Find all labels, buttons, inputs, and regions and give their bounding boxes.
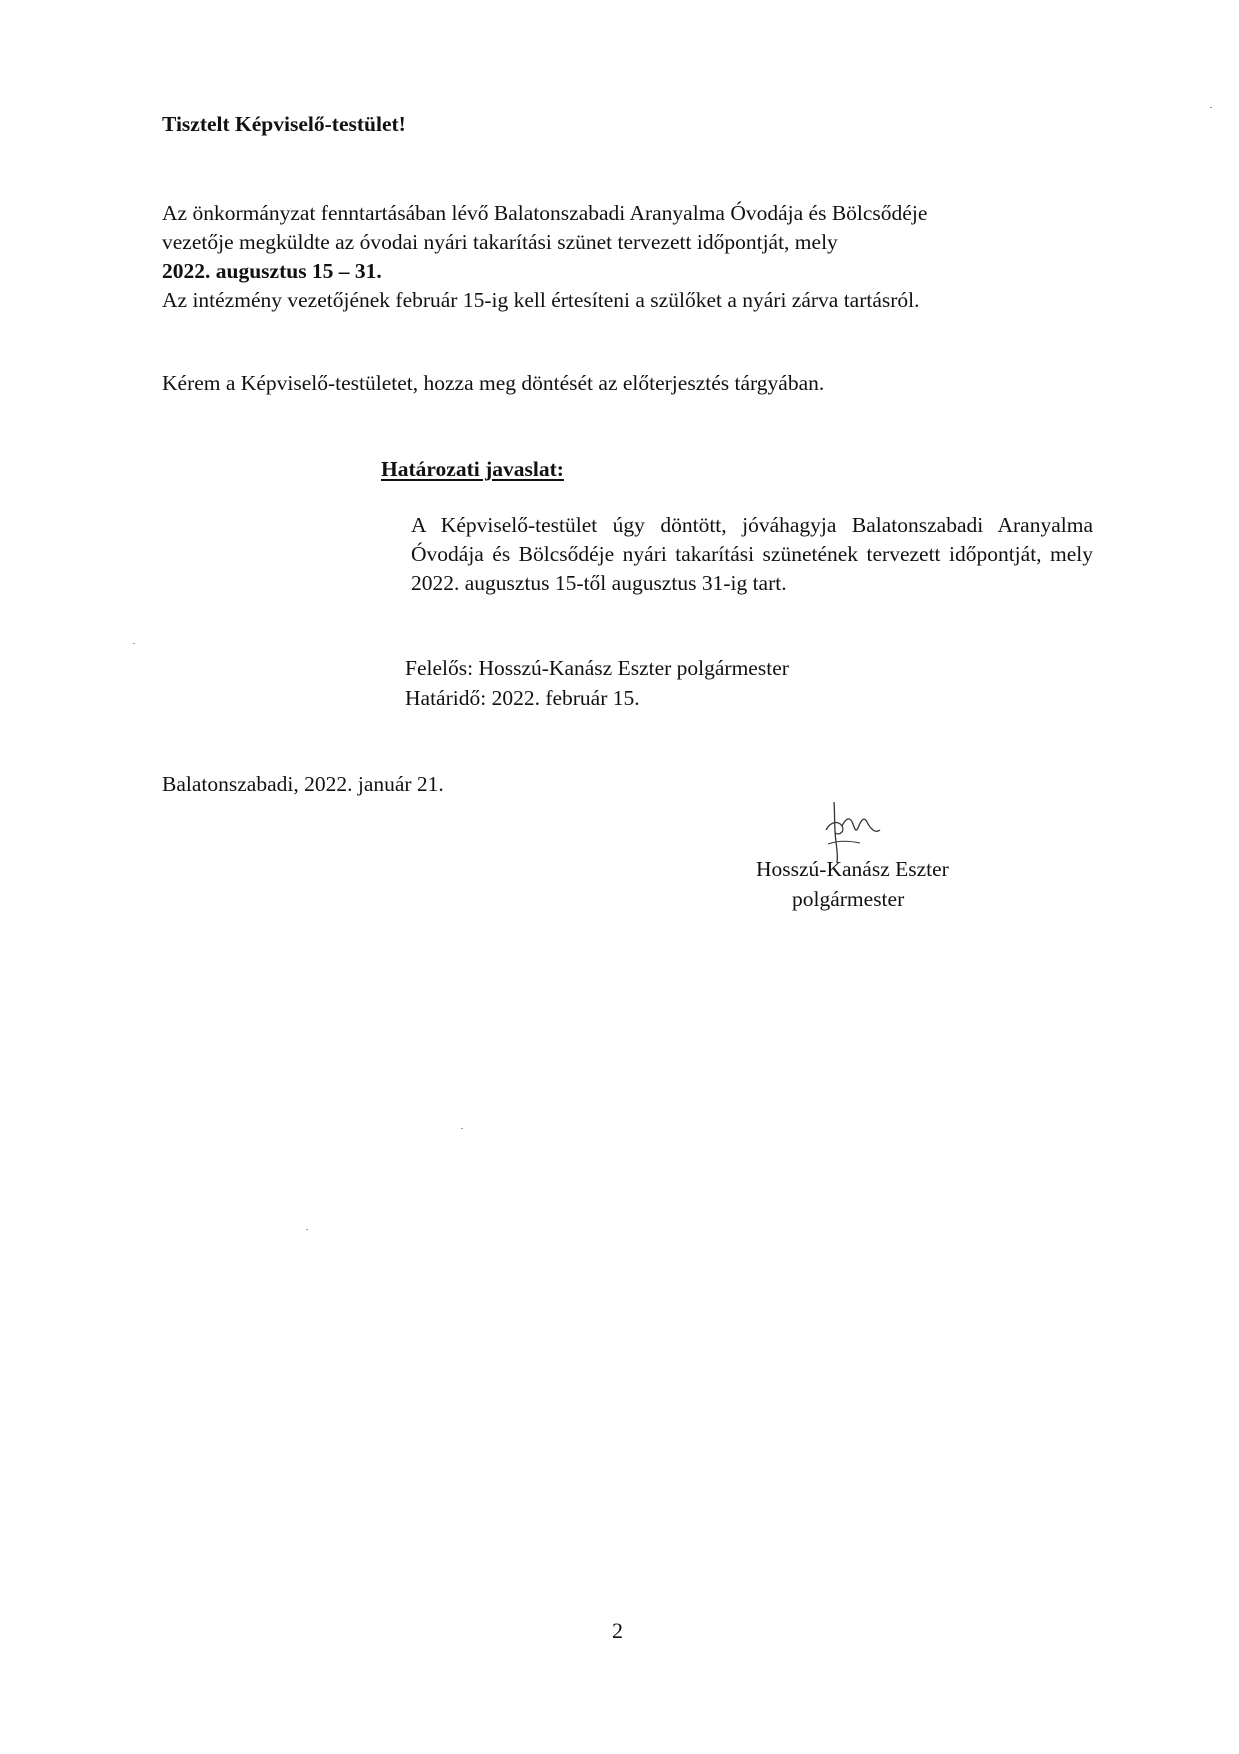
page-number: 2: [612, 1618, 623, 1643]
resolution-heading: Határozati javaslat:: [381, 457, 564, 481]
salutation: Tisztelt Képviselő-testület!: [162, 112, 406, 136]
scan-speck: [461, 1128, 463, 1129]
intro-line: vezetője megküldte az óvodai nyári takarítási szünet tervezett időpontját, mely: [162, 230, 838, 254]
intro-paragraph: [162, 199, 1062, 315]
intro-date-range: 2022. augusztus 15 – 31.: [162, 259, 382, 283]
responsible-line: Felelős: Hosszú-Kanász Eszter polgármester: [405, 656, 789, 680]
scan-speck: [133, 643, 135, 644]
resolution-body: A Képviselő-testület úgy döntött, jóváhagyja Balatonszabadi Aranyalma Óvodája és Bölcsődéje nyári takarítási szünetének tervezett időpontját, mely 2022. augusztus 15-től augusztus 31-ig tart.: [411, 513, 1093, 595]
scan-speck: [1210, 107, 1212, 108]
request-paragraph: Kérem a Képviselő-testületet, hozza meg döntését az előterjesztés tárgyában.: [162, 371, 825, 395]
place-date: Balatonszabadi, 2022. január 21.: [162, 772, 444, 796]
deadline-line: Határidő: 2022. február 15.: [405, 686, 640, 710]
signer-title: polgármester: [792, 887, 905, 911]
intro-line: Az intézmény vezetőjének február 15-ig kell értesíteni a szülőket a nyári zárva tartásról.: [162, 288, 920, 312]
scan-speck: [306, 1229, 308, 1230]
signer-name: Hosszú-Kanász Eszter: [756, 857, 949, 881]
intro-line: Az önkormányzat fenntartásában lévő Balatonszabadi Aranyalma Óvodája és Bölcsődéje: [162, 201, 928, 225]
